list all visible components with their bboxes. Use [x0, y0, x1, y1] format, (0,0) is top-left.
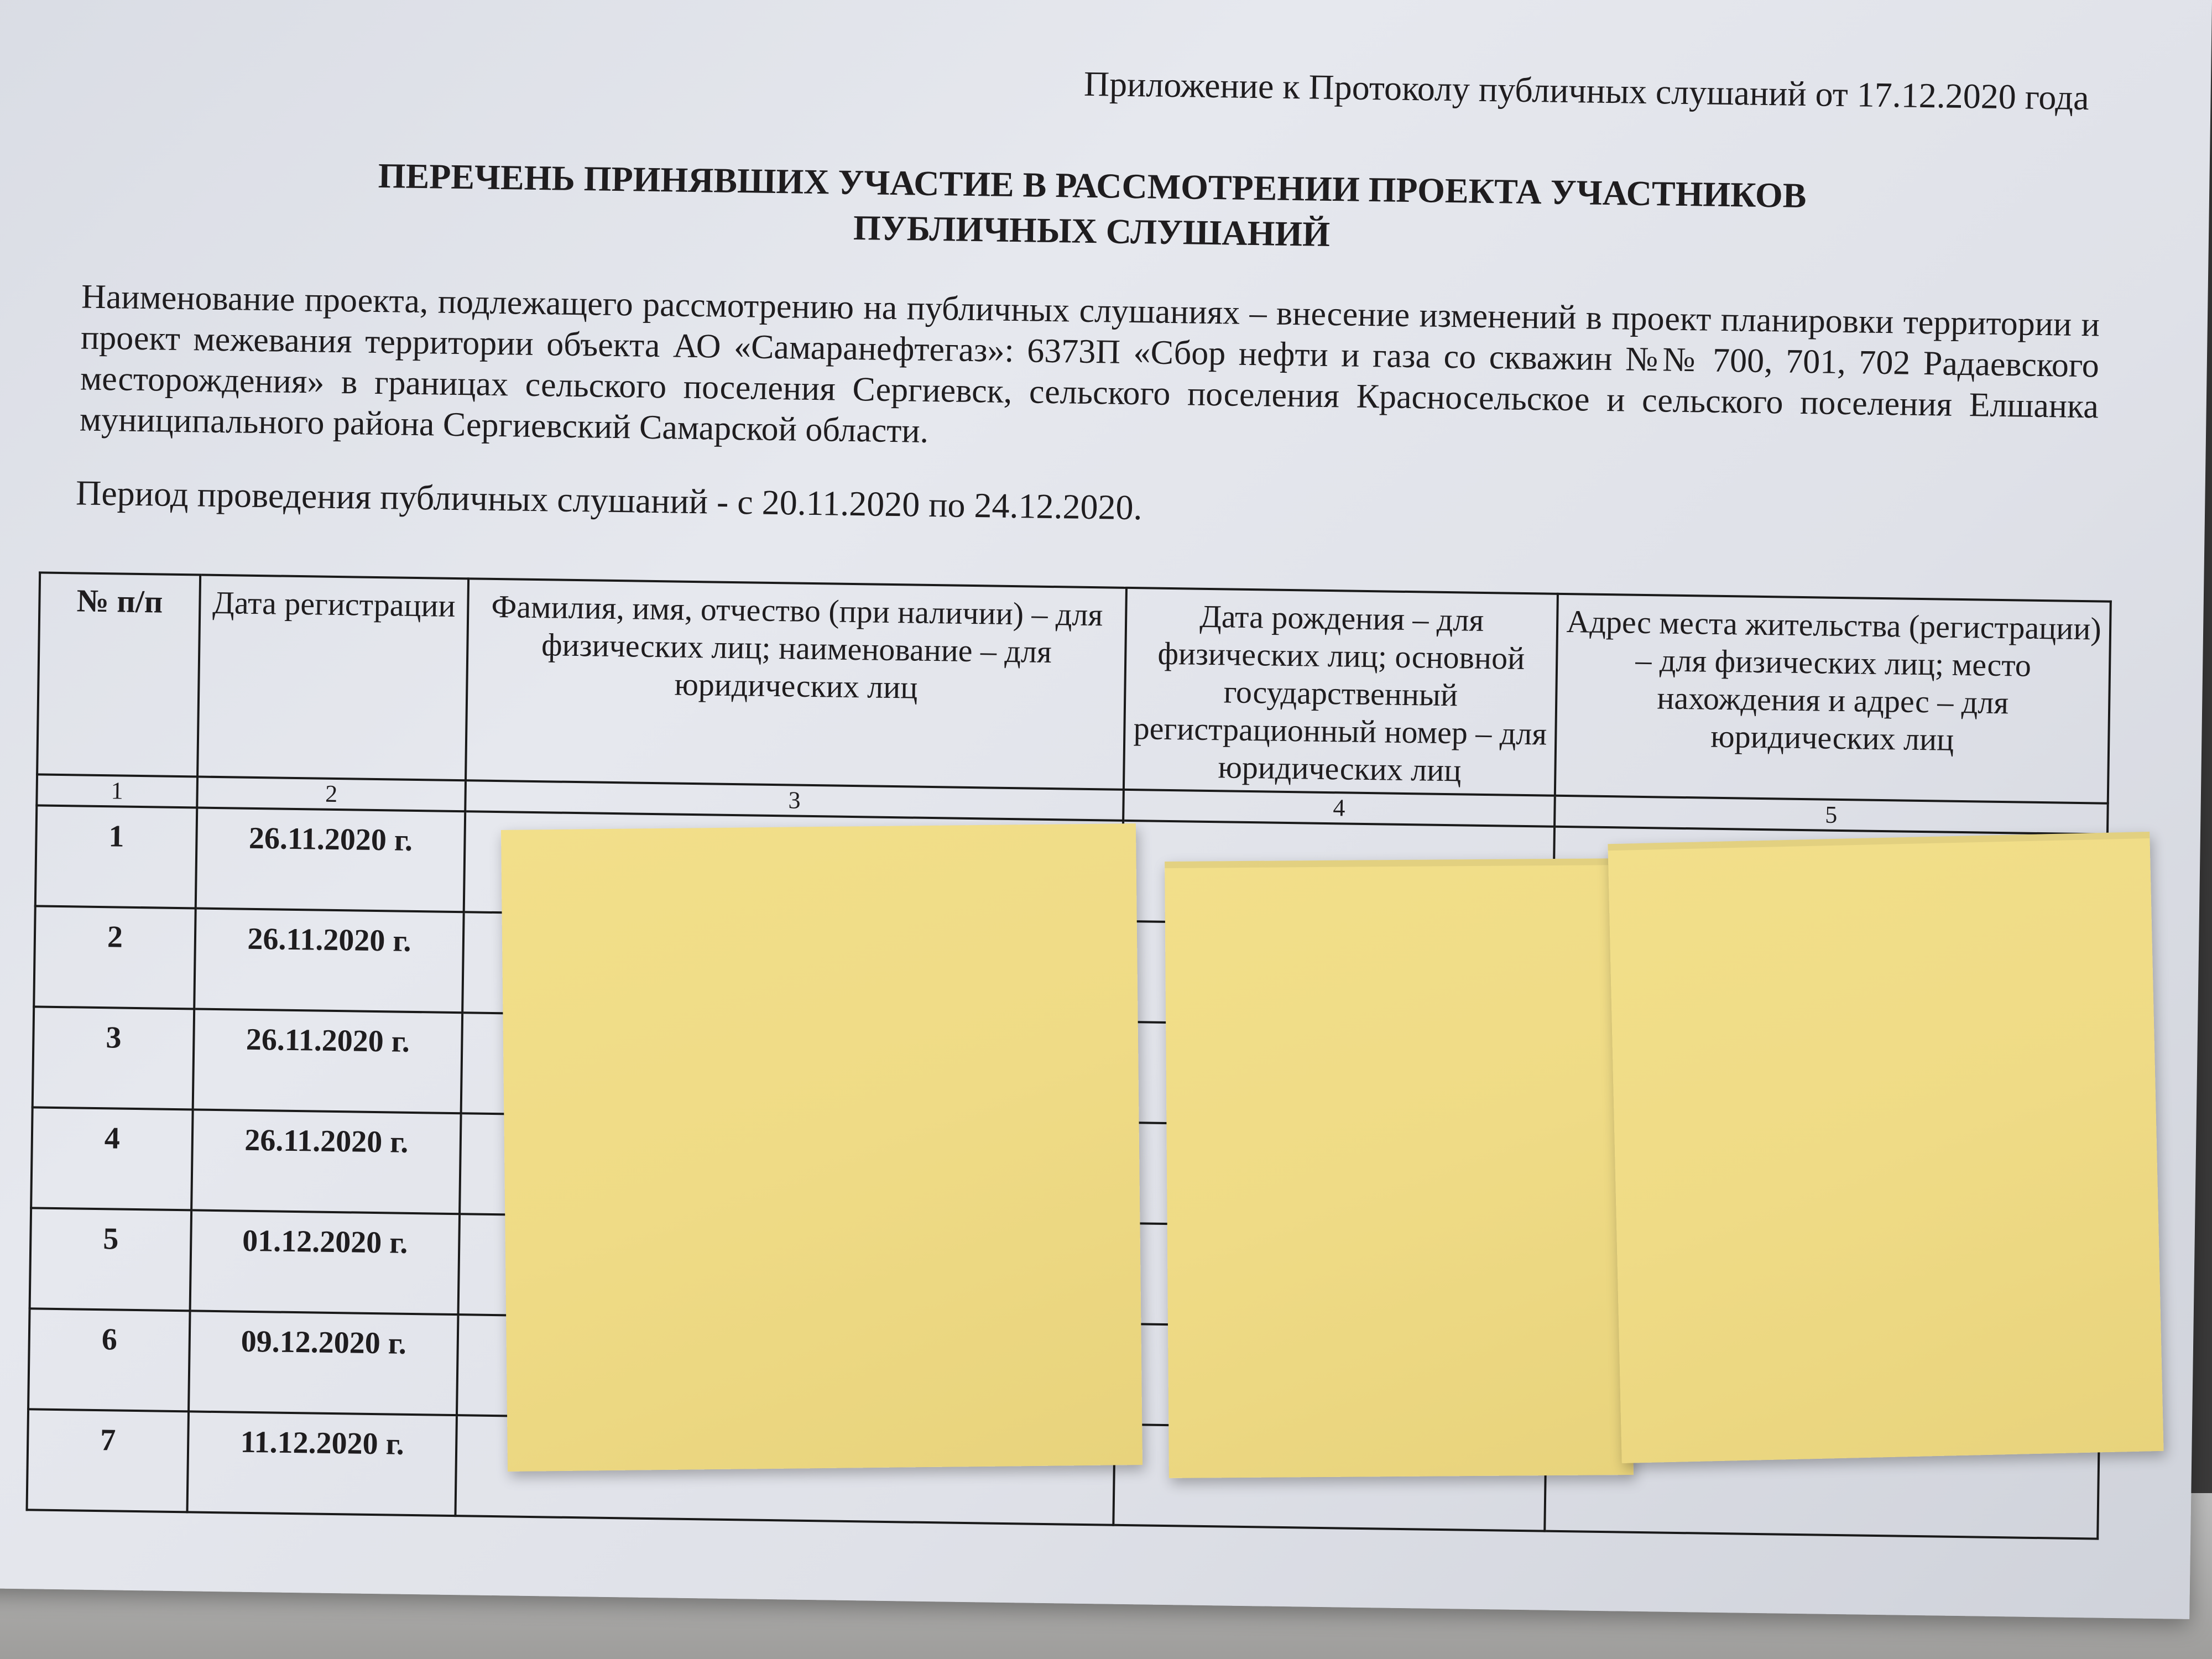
row-number: 7 — [27, 1409, 189, 1512]
registration-date: 26.11.2020 г. — [191, 1109, 461, 1214]
header-full-name: Фамилия, имя, отчество (при наличии) – для физических лиц; наименование – для юридических лиц — [466, 578, 1126, 790]
sticky-note-birthdates — [1165, 858, 1634, 1478]
registration-date: 26.11.2020 г. — [193, 1009, 462, 1113]
row-number: 4 — [31, 1107, 193, 1210]
column-index: 4 — [1123, 790, 1555, 827]
sticky-note-addresses — [1608, 832, 2163, 1463]
header-address: Адрес места жительства (регистрации) – для физических лиц; место нахождения и адрес – для юридических лиц — [1555, 594, 2111, 804]
header-birth-date: Дата рождения – для физических лиц; основной государственный регистрационный номер – для юридических лиц — [1124, 588, 1558, 796]
sticky-note-names — [501, 823, 1142, 1472]
column-index: 3 — [465, 780, 1124, 821]
row-number: 2 — [34, 906, 196, 1009]
registration-date: 26.11.2020 г. — [194, 908, 463, 1013]
registration-date: 01.12.2020 г. — [190, 1210, 460, 1314]
row-number: 1 — [35, 805, 197, 908]
column-index: 5 — [1554, 796, 2108, 834]
row-number: 3 — [33, 1006, 195, 1109]
appendix-note: Приложение к Протоколу публичных слушаний от 17.12.2020 года — [1083, 64, 2090, 118]
document-title — [262, 152, 1922, 265]
registration-date: 09.12.2020 г. — [189, 1311, 458, 1415]
table-header-row — [37, 572, 2111, 803]
registration-date: 11.12.2020 г. — [187, 1411, 456, 1516]
project-description: Наименование проекта, подлежащего рассмотрению на публичных слушаниях – внесение изменений в проект планировки территории и проект межевания территории объекта АО «Самаранефтегаз»: 6373П «Сбор нефти и газа со скважин №№ 700, 701, 702 Радаевского месторождения» в границах сельского поселения Сергиевск, сельского поселения Красносельское и сельского поселения Елшанка муниципального района Сергиевский Самарской области. — [79, 278, 2100, 450]
header-number: № п/п — [37, 572, 200, 776]
row-number: 6 — [28, 1308, 190, 1411]
title-line-1: ПЕРЕЧЕНЬ ПРИНЯВШИХ УЧАСТИЕ В РАССМОТРЕНИИ ПРОЕКТА УЧАСТНИКОВ — [378, 155, 1807, 215]
column-index: 1 — [36, 774, 197, 807]
hearing-period: Период проведения публичных слушаний - с 20.11.2020 по 24.12.2020. — [75, 473, 1143, 528]
registration-date: 26.11.2020 г. — [196, 807, 465, 912]
row-number: 5 — [30, 1208, 192, 1311]
header-registration-date: Дата регистрации — [197, 575, 468, 781]
title-line-2: ПУБЛИЧНЫХ СЛУШАНИЙ — [853, 207, 1331, 254]
column-index: 2 — [197, 776, 466, 811]
